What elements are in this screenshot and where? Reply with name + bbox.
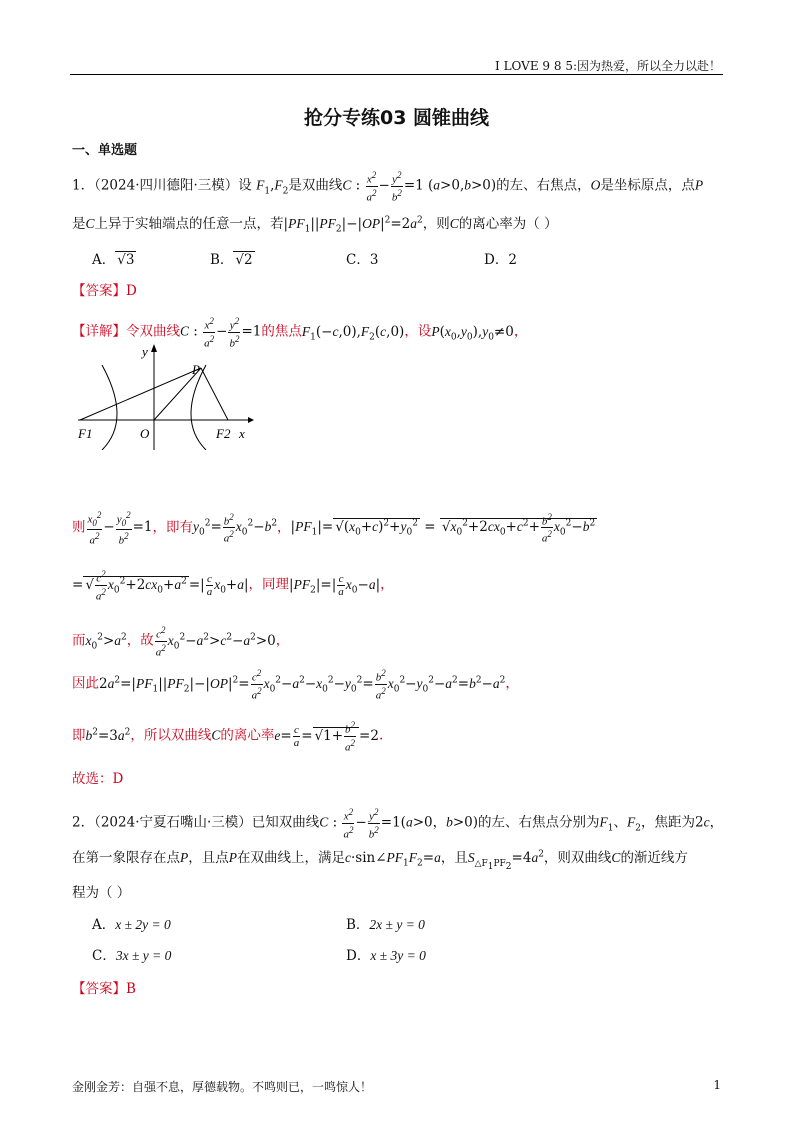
q2-option-d: D．x ± 3y = 0 xyxy=(346,948,426,964)
right-branch xyxy=(191,365,206,450)
q1-option-c: C．3 xyxy=(346,252,379,268)
q1-line1: 1．（2024·四川德阳·三模）设 $F_1,F_2$是双曲线C : $\frac{x^2}{a^2}$ − $\frac{y^2}{b^2}$ =1 (a>0,b>0)的左、右焦点，O是坐标原点，点P xyxy=(72,170,704,204)
q2-option-b: B．2x ± y = 0 xyxy=(346,917,425,933)
q1-step5: 即$b^2=3a^2$，所以双曲线C的离心率e= $\frac{c}{a}$ = √1+ $\frac{b^2}{a^2}$ =2. xyxy=(72,720,384,754)
footer-motto: 金刚金芳：自强不息，厚德载物。不鸣则已，一鸣惊人！ xyxy=(72,1080,373,1094)
label-p: P xyxy=(192,362,200,377)
y-axis-arrow xyxy=(151,344,157,352)
q2-line1: 2．（2024·宁夏石嘴山·三模）已知双曲线C : $\frac{x^2}{a^2}$ − $\frac{y^2}{b^2}$ =1(a>0，b>0)的左、右焦点分别为$F_1$、$F_2$，焦距为2c， xyxy=(72,807,724,841)
q2-line2: 在第一象限存在点P，且点P在双曲线上，满足$c\cdot\sin\angle PF_1F_2=a$，且$S_{\triangle F_1PF_2}=4a^2$，则双曲线C的渐近线方 xyxy=(72,849,688,872)
page-title: 抢分专练03 圆锥曲线 xyxy=(303,107,490,129)
q1-choose: 故选：D xyxy=(72,771,124,787)
q1-step2: = √ $\frac{c^2}{a^2}$ $x_0^2+2cx_0+a^2$ =| $\frac{c}{a}$ $x_0+a|$，同理$|PF_2|=|$ $\frac{c}{a}$ $x_0-a|$， xyxy=(72,569,394,603)
q1-option-a: A． √3 xyxy=(92,252,135,268)
q1-step4: 因此$2a^2=|PF_1||PF_2|-|OP|^2=$ $\frac{c^2}{a^2}$ $x_0^2-a^2-x_0^2-y_0^2=$ $\frac{b^2}{a^2}$ $x_0^2-y_0^2-a^2=b^2-a^2$， xyxy=(72,668,519,702)
segment-pf1 xyxy=(80,368,201,420)
label-x: x xyxy=(239,426,245,441)
q2-option-c: C．3x ± y = 0 xyxy=(92,948,172,964)
label-o: O xyxy=(140,426,150,441)
q2-line3: 程为（ ） xyxy=(72,885,131,901)
q1-option-d: D．2 xyxy=(484,252,517,268)
q2-option-a: A．x ± 2y = 0 xyxy=(92,917,171,933)
q1-line2: 是C上异于实轴端点的任意一点，若$|PF_1||PF_2|-|OP|^2=2a^2$，则C的离心率为（ ） xyxy=(72,215,558,235)
q1-detail-intro: 【详解】令双曲线C : $\frac{x^2}{a^2}$ − $\frac{y^2}{b^2}$ =1的焦点$F_1(-c,0),F_2(c,0)$，设$P(x_0,y_0),y_0\ne 0$， xyxy=(72,316,528,350)
page-number: 1 xyxy=(713,1078,721,1092)
hyperbola-figure xyxy=(70,340,255,450)
q2-answer: 【答案】B xyxy=(72,981,136,997)
q1-answer: 【答案】D xyxy=(72,283,137,299)
header-rule xyxy=(70,74,723,75)
q1-option-b: B． √2 xyxy=(210,252,253,268)
label-f2: F2 xyxy=(216,426,231,441)
x-axis-arrow xyxy=(248,417,254,423)
header-motto: I LOVE 9 8 5:因为热爱，所以全力以赴！ xyxy=(495,59,721,73)
label-f1: F1 xyxy=(78,426,93,441)
section-heading: 一、单选题 xyxy=(72,143,138,158)
label-y: y xyxy=(142,344,148,359)
q1-step1: 则 $\frac{x_0^2}{a^2}$ − $\frac{y_0^2}{b^2}$ =1，即有$y_0^2=$ $\frac{b^2}{a^2}$ $x_0^2-b^2$，$|PF_1|= √(x_0+c)^2+y_0^2 = √x_0^2+2cx_0+c^2+$ $\frac{b^2}{a^2}$ $x_0^2-b^2$ xyxy=(72,510,596,547)
q1-step3: 而$x_0^2>a^2$，故 $\frac{c^2}{a^2}$ $x_0^2-a^2>c^2-a^2>0$， xyxy=(72,625,290,659)
segment-pf2 xyxy=(201,368,228,420)
